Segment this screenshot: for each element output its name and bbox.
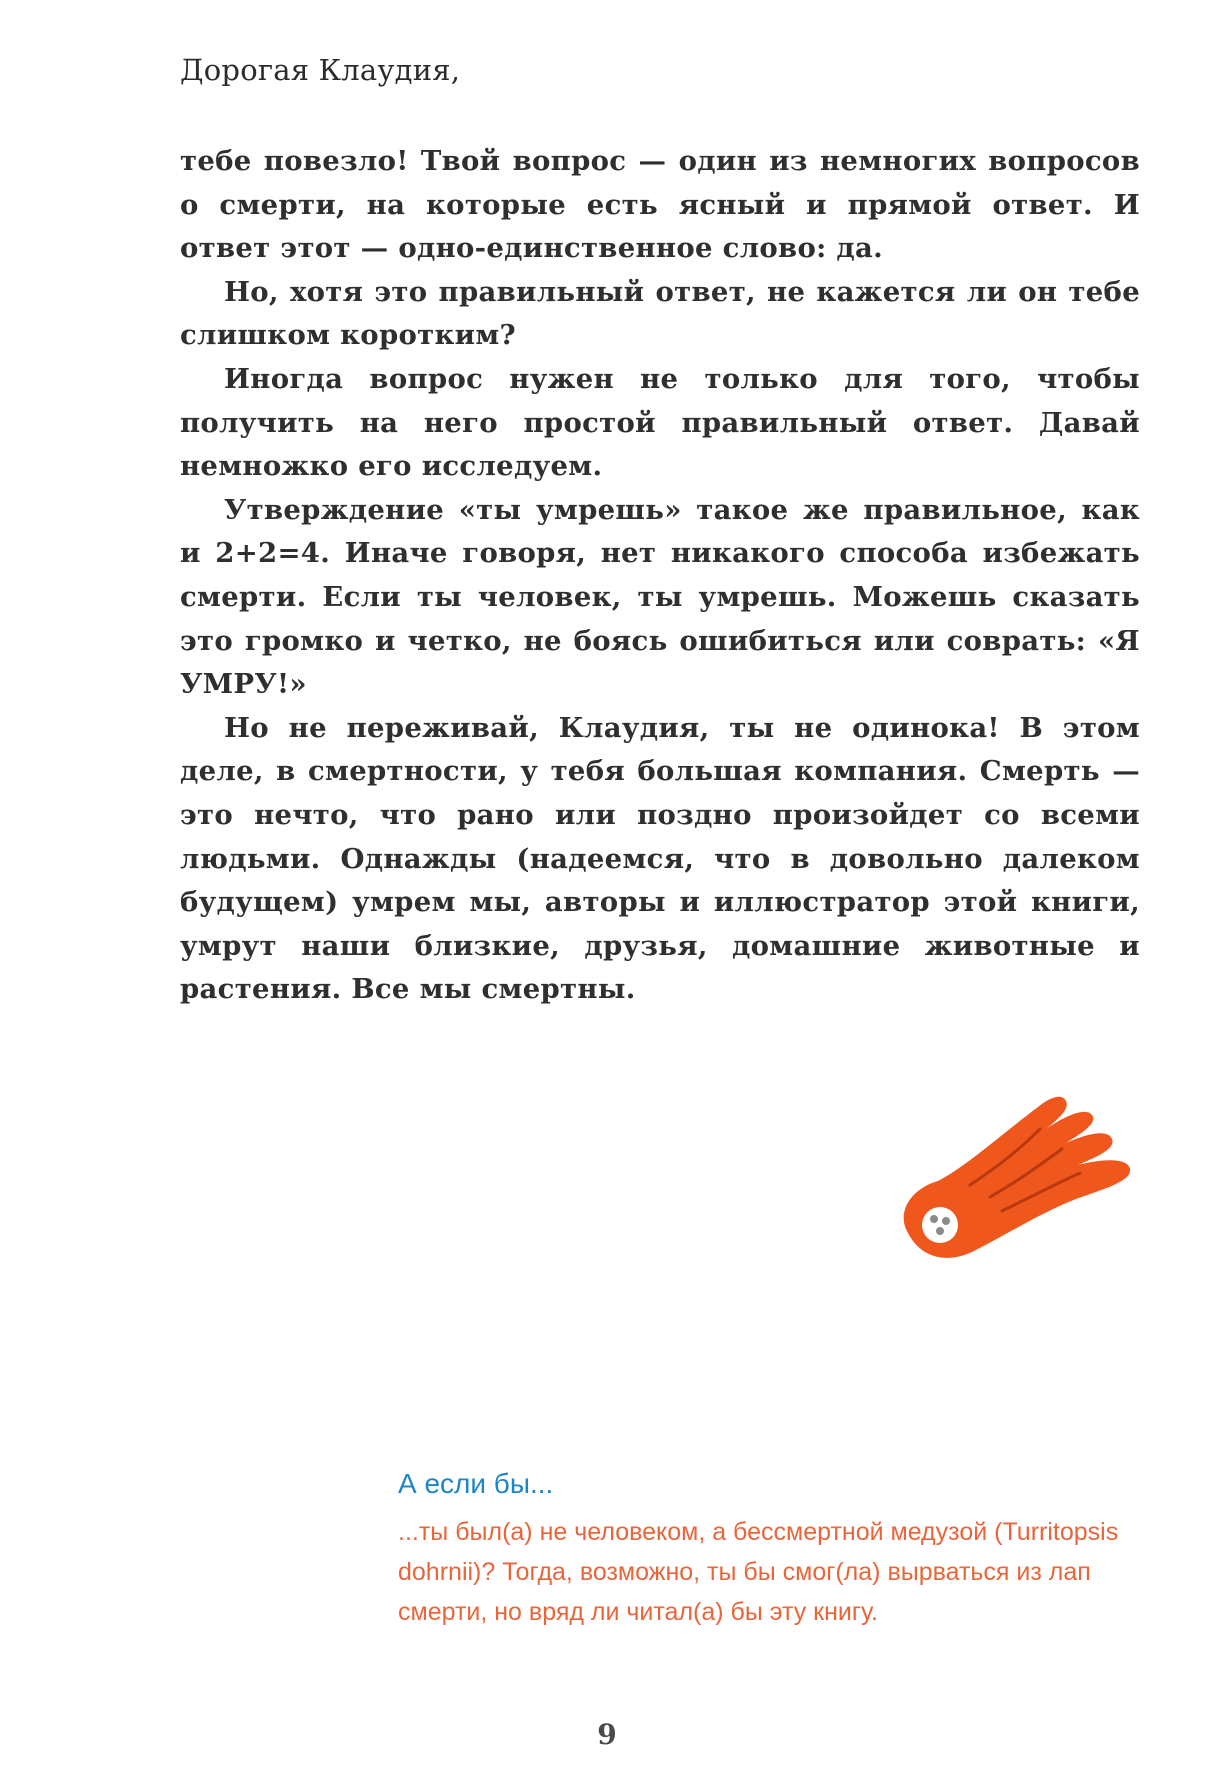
letter-paragraph: тебе повезло! Твой вопрос — один из немногих вопросов о смерти, на которые есть ясный и прямой ответ. И ответ этот — одно-единственное слово: да.: [180, 145, 1140, 265]
letter-salutation: Дорогая Клаудия,: [180, 53, 461, 87]
letter-paragraph: Утверждение «ты умрешь» такое же правильное, как и 2+2=4. Иначе говоря, нет никакого способа избежать смерти. Если ты человек, ты умрешь. Можешь сказать это громко и четко, не боясь ошибиться или соврать: «Я УМРУ!»: [180, 493, 1140, 701]
letter-paragraph: Иногда вопрос нужен не только для того, чтобы получить на него простой правильный ответ. Давай немножко его исследуем.: [180, 362, 1140, 483]
jellyfish-icon: [890, 1085, 1140, 1265]
jellyfish-eye: [922, 1207, 958, 1243]
letter-paragraph: Но, хотя это правильный ответ, не кажется ли он тебе слишком коротким?: [180, 275, 1140, 352]
sidebar-title: А если бы...: [398, 1468, 554, 1499]
page-number: 9: [597, 1718, 617, 1751]
sidebar-text: ...ты был(а) не человеком, а бессмертной медузой (Turritopsis dohrnii)? Тогда, возможно, ты бы смог(ла) вырваться из лап смерти, но вряд ли читал(а) бы эту книгу.: [398, 1518, 1119, 1626]
what-if-sidebar: [398, 1466, 1138, 1632]
letter-paragraph: Но не переживай, Клаудия, ты не одинока! В этом деле, в смертности, у тебя большая компания. Смерть — это нечто, что рано или поздно произойдет со всеми людьми. Однажды (надеемся, что в довольно далеком будущем) умрем мы, авторы и иллюстратор этой книги, умрут наши близкие, друзья, домашние животные и растения. Все мы смертны.: [180, 711, 1140, 1006]
letter-body: [180, 140, 1140, 1012]
